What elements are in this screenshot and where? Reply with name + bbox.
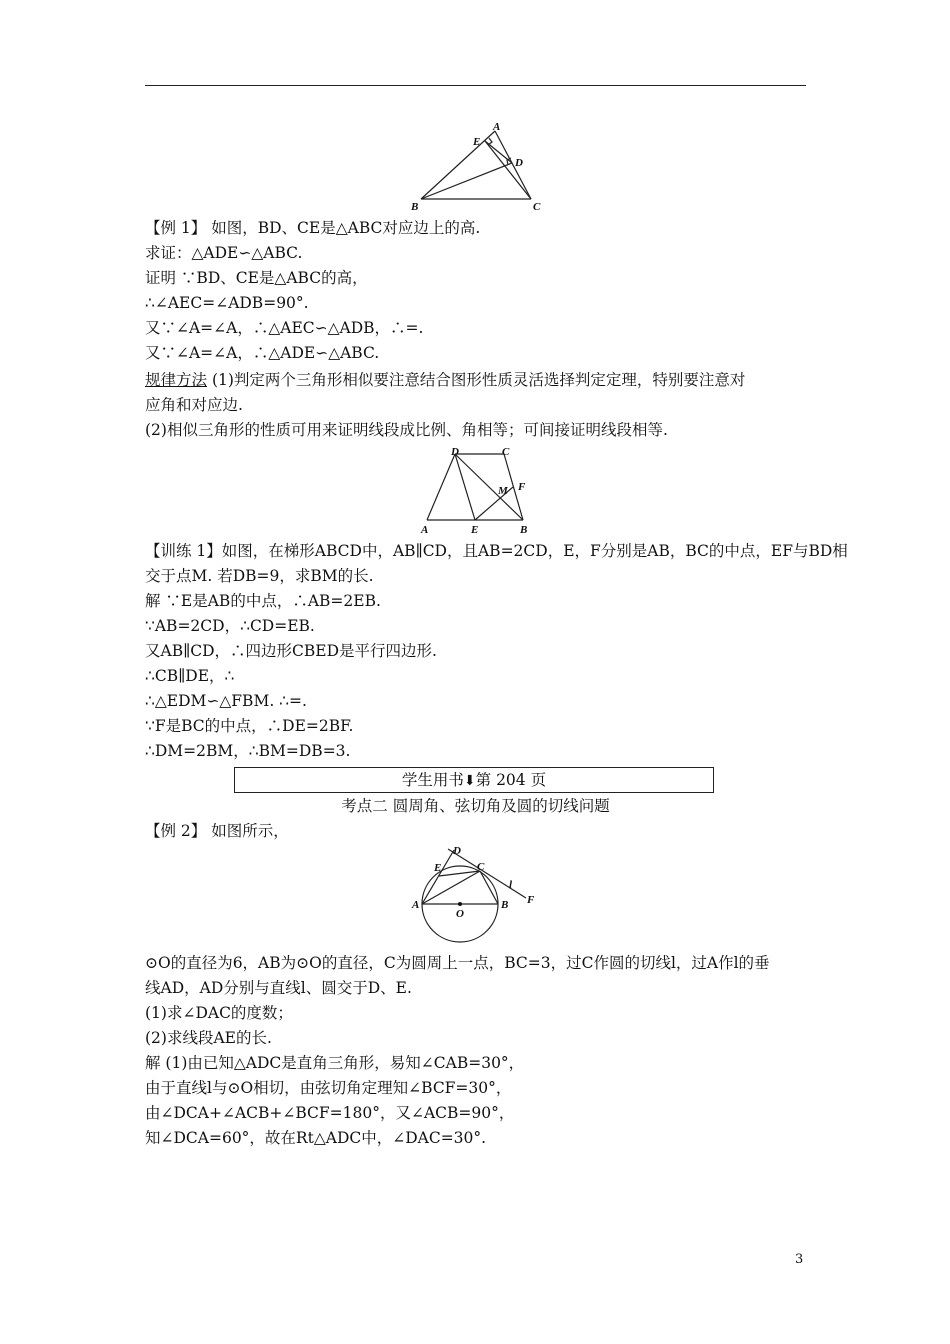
label-d: D xyxy=(451,447,459,458)
segment-ec xyxy=(439,871,480,876)
label-f: F xyxy=(527,894,535,906)
example-2-solution-3: 由∠DCA+∠ACB+∠BCF=180°，又∠ACB=90°， xyxy=(145,1104,515,1122)
segment-cb xyxy=(480,871,498,904)
method-line-3: (2)相似三角形的性质可用来证明线段成比例、角相等；可间接证明线段相等. xyxy=(145,421,668,439)
down-arrow-icon: ⬇ xyxy=(463,773,476,789)
example-1-step-4: 又∵∠A=∠A，∴△ADE∽△ABC. xyxy=(145,344,380,362)
example-2-question-2: (2)求线段AE的长. xyxy=(145,1029,272,1047)
method-line-2: 应角和对应边. xyxy=(145,396,243,414)
training-1-line-8: ∵F是BC的中点，∴DE=2BF. xyxy=(145,717,354,735)
segment-ce xyxy=(485,141,531,199)
label-b: B xyxy=(501,899,509,911)
student-book-page-box xyxy=(234,767,714,793)
student-book-page: 第 204 页 xyxy=(475,771,547,789)
header-rule xyxy=(145,85,806,86)
label-a: A xyxy=(412,899,420,911)
label-b: B xyxy=(411,201,419,212)
figure-circle-tangent xyxy=(410,843,550,945)
training-1-line-4: ∵AB=2CD，∴CD=EB. xyxy=(145,617,315,635)
example-2-solution-2: 由于直线l与⊙O相切，由弦切角定理知∠BCF=30°， xyxy=(145,1079,512,1097)
student-book-label: 学生用书 xyxy=(401,771,464,789)
label-c: C xyxy=(533,201,541,212)
training-1-line-7: ∴△EDM∽△FBM. ∴=. xyxy=(145,692,307,710)
method-text-1: (1)判定两个三角形相似要注意结合图形性质灵活选择判定定理，特别要注意对 xyxy=(207,371,746,389)
segment-bd xyxy=(421,163,512,199)
label-e: E xyxy=(471,524,479,536)
label-d: D xyxy=(453,845,461,857)
label-b: B xyxy=(520,524,528,536)
example-2-solution-1: 解 (1)由已知△ADC是直角三角形，易知∠CAB=30°， xyxy=(145,1054,525,1072)
label-c: C xyxy=(477,861,485,873)
segment-ac xyxy=(422,871,480,904)
training-1-line-2: 交于点M. 若DB=9，求BM的长. xyxy=(145,567,374,585)
page-number: 3 xyxy=(795,1252,804,1267)
training-1-line-3: 解 ∵E是AB的中点，∴AB=2EB. xyxy=(145,592,381,610)
segment-ba xyxy=(421,131,495,199)
method-line-1 xyxy=(145,368,745,392)
method-label: 规律方法 xyxy=(145,371,208,389)
example-1-title: 【例 1】 如图，BD、CE是△ABC对应边上的高. xyxy=(145,219,481,237)
right-angle-mark-e xyxy=(488,138,492,145)
figure-triangle-altitudes xyxy=(405,122,555,212)
segment-ad xyxy=(422,850,454,904)
example-2-solution-4: 知∠DCA=60°，故在Rt△ADC中，∠DAC=30°. xyxy=(145,1129,487,1147)
example-1-step-3: 又∵∠A=∠A，∴△AEC∽△ADB，∴=. xyxy=(145,319,424,337)
segment-ac xyxy=(495,131,531,199)
figure-trapezoid xyxy=(418,447,538,537)
example-2-line-2: 线AD，AD分别与直线l、圆交于D、E. xyxy=(145,979,412,997)
label-d: D xyxy=(515,157,523,169)
training-1-line-9: ∴DM=2BM，∴BM=DB=3. xyxy=(145,742,351,760)
label-o: O xyxy=(456,908,464,920)
training-1-line-5: 又AB∥CD，∴四边形CBED是平行四边形. xyxy=(145,642,437,660)
segment-ad xyxy=(427,454,455,520)
label-e: E xyxy=(434,862,442,874)
label-m: M xyxy=(498,485,508,497)
example-2-title: 【例 2】 如图所示， xyxy=(145,822,289,840)
example-2-question-1: (1)求∠DAC的度数； xyxy=(145,1004,293,1022)
example-1-prove: 求证：△ADE∽△ABC. xyxy=(145,244,303,262)
example-2-line-1: ⊙O的直径为6，AB为⊙O的直径，C为圆周上一点，BC=3，过C作圆的切线l，过A作l的垂 xyxy=(145,954,770,972)
label-c: C xyxy=(502,447,510,458)
label-f: F xyxy=(518,481,526,493)
center-point-o xyxy=(458,902,462,906)
label-e: E xyxy=(473,136,481,148)
training-1-line-1: 【训练 1】如图，在梯形ABCD中，AB∥CD，且AB=2CD，E，F分别是AB，BC的中点，EF与BD相 xyxy=(145,542,848,560)
example-1-step-2: ∴∠AEC=∠ADB=90°. xyxy=(145,294,309,312)
example-1-step-1: 证明 ∵BD、CE是△ABC的高， xyxy=(145,269,368,287)
label-a: A xyxy=(493,122,501,133)
label-a: A xyxy=(421,524,429,536)
training-1-line-6: ∴CB∥DE，∴ xyxy=(145,667,235,685)
section-heading: 考点二 圆周角、弦切角及圆的切线问题 xyxy=(341,797,610,815)
label-l: l xyxy=(509,879,513,891)
